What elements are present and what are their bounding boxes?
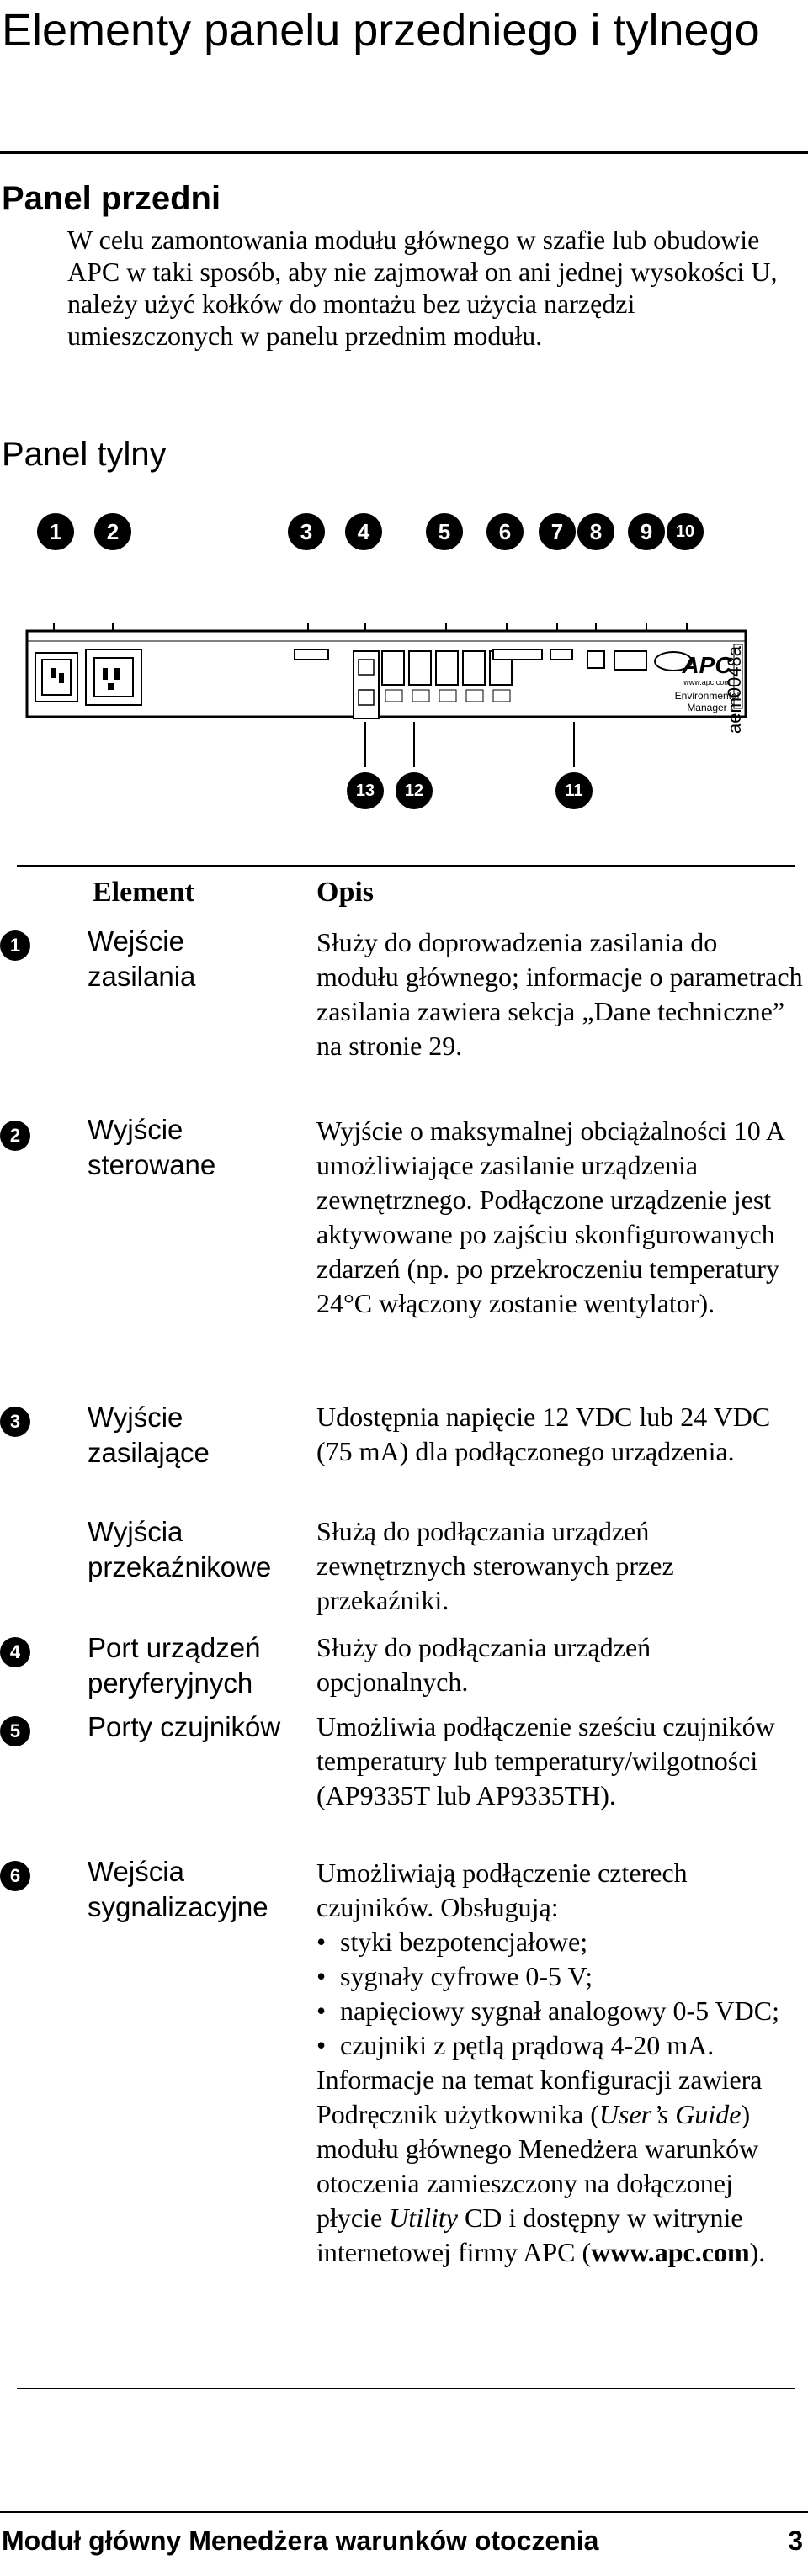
callout-marker-9: 9	[628, 513, 665, 550]
front-panel-heading: Panel przedni	[2, 180, 221, 217]
row-element-4: Port urządzeń peryferyjnych	[88, 1632, 261, 1699]
callout-marker-7: 7	[539, 513, 576, 550]
info-text-1: Informacje na temat konfiguracji zawiera Podręcznik użytkownika (	[316, 2065, 763, 2129]
signal-types-list	[316, 1925, 805, 2063]
row-element-6: Wejścia sygnalizacyjne	[88, 1856, 268, 1922]
list-item: • styki bezpotencjałowe;	[316, 1925, 805, 1959]
callout-marker-10: 10	[667, 513, 704, 550]
row-description-4: Służy do podłączania urządzeń opcjonalnych.	[316, 1632, 651, 1697]
row-element-1: Wejście zasilania	[88, 925, 196, 992]
row-marker-1: 1	[0, 930, 30, 961]
info-text-3: CD i dostępny w witrynie internetowej firmy APC (	[316, 2202, 743, 2267]
table-bottom-rule	[17, 2388, 795, 2389]
list-item: • sygnały cyfrowe 0-5 V;	[316, 1959, 805, 1994]
callout-marker-11: 11	[556, 772, 593, 809]
callout-marker-3: 3	[288, 513, 325, 550]
callout-marker-4: 4	[345, 513, 382, 550]
row-description-6-intro: Umożliwiają podłączenie czterech czujników. Obsługują:	[316, 1858, 688, 1922]
row-description-1: Służy do doprowadzenia zasilania do modułu głównego; informacje o parametrach zasilania zawiera sekcja „Dane techniczne” na stronie 29.	[316, 927, 803, 1061]
row-description-5: Umożliwia podłączenie sześciu czujników temperatury lub temperatury/wilgotności (AP9335T lub AP9335TH).	[316, 1711, 775, 1810]
device-url: www.apc.com	[683, 678, 731, 686]
row-marker-2: 2	[0, 1121, 30, 1151]
row-description-2: Wyjście o maksymalnej obciążalności 10 A umożliwiające zasilanie urządzenia zewnętrznego. Podłączone urządzenie jest aktywowane po zajściu skonfigurowanych zdarzeń (np. po przekroczeniu temperatury 24°C włączony zostanie wentylator).	[316, 1116, 784, 1318]
page-number: 3	[788, 2526, 803, 2556]
device-label-line2: Manager	[687, 702, 727, 713]
table-top-rule	[17, 865, 795, 867]
image-code: aem0048a	[724, 646, 745, 734]
rear-panel-heading: Panel tylny	[2, 436, 167, 473]
row-description-6	[316, 1856, 805, 2270]
callout-marker-13: 13	[347, 772, 384, 809]
info-text-4: ).	[749, 2237, 766, 2267]
device-brand-logo: APC	[682, 652, 732, 678]
title-divider	[0, 151, 808, 154]
row-element-relay: Wyjścia przekaźnikowe	[88, 1516, 272, 1582]
callout-marker-5: 5	[426, 513, 463, 550]
rear-panel-illustration	[25, 623, 747, 722]
row-description-3: Udostępnia napięcie 12 VDC lub 24 VDC (75 mA) dla podłączonego urządzenia.	[316, 1402, 771, 1466]
row-marker-3: 3	[0, 1407, 30, 1437]
page-title: Elementy panelu przedniego i tylnego	[2, 5, 760, 56]
bottom-callout-leaders	[0, 722, 808, 781]
callout-marker-6: 6	[486, 513, 524, 550]
row-marker-6: 6	[0, 1861, 30, 1891]
callout-marker-2: 2	[94, 513, 131, 550]
row-element-2: Wyjście sterowane	[88, 1114, 216, 1180]
callout-marker-1: 1	[37, 513, 74, 550]
column-header-description: Opis	[316, 877, 375, 908]
footer-title: Moduł główny Menedżera warunków otoczenia	[2, 2526, 599, 2556]
row-description-6-info	[316, 2063, 805, 2270]
callout-marker-8: 8	[577, 513, 614, 550]
callout-marker-12: 12	[396, 772, 433, 809]
footer-divider	[0, 2511, 808, 2513]
device-label-line1: Environmental	[674, 690, 740, 702]
apc-website-link[interactable]: www.apc.com	[591, 2237, 750, 2267]
row-element-3: Wyjście zasilające	[88, 1402, 210, 1468]
list-item: • napięciowy sygnał analogowy 0-5 VDC;	[316, 1994, 805, 2028]
info-text-2: ) modułu głównego Menedżera warunków otoczenia zamieszczony na dołączonej płycie	[316, 2099, 759, 2233]
utility-cd-title: Utility	[389, 2202, 458, 2233]
row-description-relay: Służą do podłączania urządzeń zewnętrznych sterowanych przez przekaźniki.	[316, 1516, 674, 1615]
row-marker-4: 4	[0, 1637, 30, 1667]
list-item: • czujniki z pętlą prądową 4-20 mA.	[316, 2028, 805, 2063]
users-guide-title: User’s Guide	[598, 2099, 742, 2129]
row-element-5: Porty czujników	[88, 1711, 281, 1742]
row-marker-5: 5	[0, 1716, 30, 1746]
column-header-element: Element	[93, 877, 194, 908]
front-panel-text: W celu zamontowania modułu głównego w szafie lub obudowie APC w taki sposób, aby nie zajmował on ani jednej wysokości U, należy użyć kołków do montażu bez użycia narzędzi umieszczonych w panelu przednim modułu.	[67, 225, 778, 351]
